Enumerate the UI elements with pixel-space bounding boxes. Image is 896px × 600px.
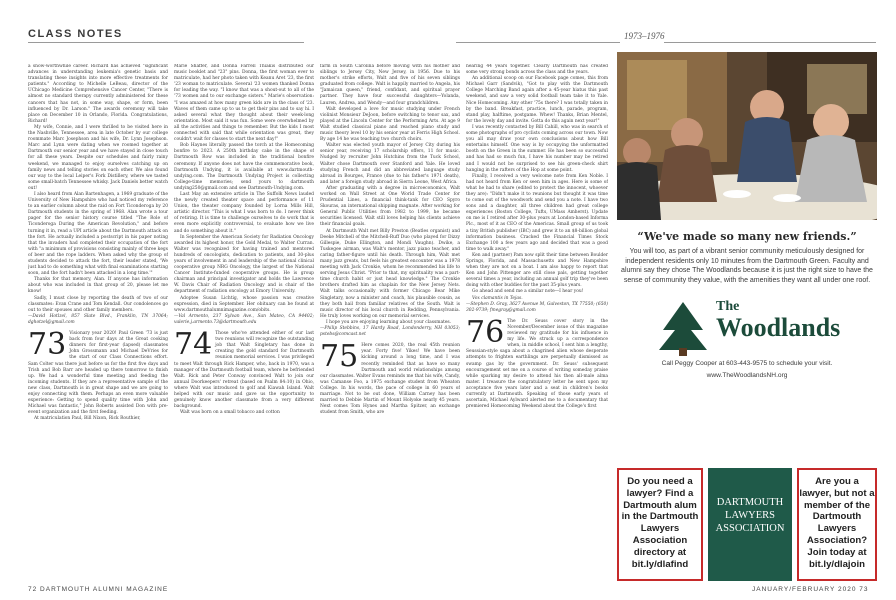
- footer-right: JANUARY/FEBRUARY 2020 73: [752, 586, 869, 593]
- paragraph: After graduating with a degree in microeconomics, Walt worked on Wall Street at One World Trade Center for Prudential Lines, a financial think-tank for CEO Spyro Skouras, an international shipping magnate. After working for General Public Utilities from 1982 to 1999, he became securities licensed. Walt still loves helping his clients achieve their financial goals.: [320, 185, 460, 228]
- ad-website[interactable]: www.TheWoodlandsNH.org: [706, 372, 788, 379]
- paragraph: Vox clamantis in Tejas.: [472, 295, 523, 301]
- class-years: 1973–1976: [624, 31, 665, 41]
- correspondent-signature: —Philip Stebbins, 17 Hardy Road, Londonderry, NH 03053; pstebs@comcast.net: [320, 326, 460, 338]
- paragraph: Thanks for that memory, Alan. If anyone has information about who was included in that group of 20, please let me know!: [28, 277, 168, 295]
- correspondent-signature: —Stephen D. Gray, 3627 Avenue M, Galveston, TX 77550; (650) 302-9739; fmegray@gmail.com: [466, 301, 608, 313]
- column-2: [174, 64, 314, 594]
- paragraph: Walt was born on a small tobacco and cotton: [180, 410, 280, 416]
- header-rule-far-right: [664, 42, 876, 43]
- woodlands-tree-icon: [655, 300, 711, 356]
- correspondent-signature: —Val Armento, 237 Sylvan Ave., San Mateo, CA 94402; valerie.j.armento.73@dartmouth.edu: [174, 313, 314, 325]
- dla-find-text: Do you need a lawyer? Find a Dartmouth alum in the Dartmouth Lawyers Association directory at bit.ly/dlafind: [621, 476, 699, 570]
- paragraph: Bob Haynes literally passed the torch at the Homecoming bonfire to 2023. A 250th birthday cake in the shape of Dartmouth Row was included in the traditional bonfire ceremony. If anyone does not have the commemorative book, Dartmouth Undying, it is available at www.dartmouth-undying.com. The Dartmouth Undying Project is collecting College-time memories; send yours to dartmouth undying250@gmail.com and see Dartmouth-Undying.com.: [174, 143, 314, 191]
- ad-photo-friends-dining: [617, 52, 877, 220]
- dla-logo-box: [708, 468, 792, 581]
- ad-body-text: You will too, as part of a vibrant senior community meticulously designed for independent residents only 10 minutes from the Dartmouth Green. Faculty and alumni say they chose The Woodlands because it is just the right size to have the sense of community they value, with the amenities they want all under one roof.: [621, 248, 873, 284]
- class-entry-74: 74 Those who've attended either of our last two reunions will recognize the outstanding job that Walt Singletary has done in creating the gold standard for Dartmouth reunion memorial services. I was privileged to meet Walt through Rick Hamper, who, back in 1970, was a manager of the Dartmouth football team, where he befriended Walt. Rick and Peter Conway convinced Walt to join our annual Doorkeepers' retreat (based on Psalm 84:10) in Ohio, where Walt was introduced to golf and Kiawah Island. Walt helped with our music and gave us the opportunity to genuinely know another classmate from a very different background.: [174, 327, 314, 410]
- column-4: [466, 64, 608, 594]
- paragraph: At Dartmouth Walt met Billy Preston (Beatles organist) and Deeke Mitchell of the Mitchell-Ruff Duo (who played for Dizzy Gillespie, Duke Ellington, and Mondi Vaughn). Dwike, a Tuskegee airman, was Walt's mentor, jazz piano teacher, and caring father-figure until his death. Through him, Walt met many jazz greats, but feels his greatest encounter was a 1978 meeting with Jack Cronkie, whom he recommended his life to serving Jesus Christ. "Prior to that, my spirituality was a part-time church habit or just head knowledge." The Cronkie brothers drafted him as chaplain for the New Jersey Nets. Walt talks occasionally with former Chicago Bear Mike Singletary, now a minister and coach, his plausible cousin, as they both hail from familiar relatives of the South. Walt is music director of his local church in Redding, Pennsylvania. He truly loves working on our memorial services.: [320, 228, 460, 319]
- paragraph: An additional scoop on our Facebook page comes, this from Michael Garr (Sandvik), "Got to play with the Dartmouth College Marching Band again after a 45-year hiatus this past weekend, and saw a very solid football team take it to Yale. Nice Homecoming. Any other '75s there? I was totally taken in by the band. Breakfast, practice, lunch, parade, program, stand play, halftime, postgame. Whew! Thanks, Brian Mentel, for the lovely day and invite. Gotta do this again next year!": [466, 76, 608, 124]
- paragraph: At matriculation Paul, Bill Nixon, Rick Routhier,: [34, 416, 141, 422]
- paragraph: I was recently contacted by Bill Cahill, who was in search of some photographs of pro cyclists coming across our town. Now you all may draw your own conclusions about how Bill entertains himself. One way is by occupying the unformatted booth on the Green in the summer. He has been so successful and has had so much fun, I have his number may be retired and I would not be surprised to see his green-check shirt hanging in the rafters of the Hop at some point.: [466, 124, 608, 173]
- paragraph: I hope you are enjoying learning about your classmates.: [326, 319, 452, 325]
- class-year-number: 74: [174, 327, 213, 363]
- paragraph: Adoptee Susan Lichtig, whose passion was creative expression, died in September. Her obituary can be found at www.dartmouthalumnimagazine.com/obits.: [174, 295, 314, 313]
- photo-illustration: [617, 52, 877, 220]
- dla-join-ad[interactable]: [797, 468, 877, 581]
- class-entry-75: 75 Here comes 2020, the real 45th reunion year. Forty five! Yikes! We have been kicking around a long time, and I was recently reminded that as have so many Dartmouth and world relationships among our classmates. Walter Evans reminds me that his wife, Candy, was Camanse Foo, a 1975 exchange student from Wheaton College. In his words, the pace of college in 60 years of marriage. Not to be out done, William Carney has been married to Debbie Martin of Mount Holyoke nearly 45 years. Next comes Tom Hynes and Martha Spitzer, an exchange student from Smith, who are: [320, 339, 460, 416]
- paragraph: In September the American Society for Radiation Oncology awarded its highest honor, the Gold Medal, to Walter Curran. Walter was recognized for having trained and mentored hundreds of oncologists, dedication to patients, and 30-plus years of involvement in and leadership of the national clinical cooperative group NRG Oncology, the largest of the National Cancer Institute-funded cooperative groups. He is group chairman and principal investigator and holds the Lawrence W. Davis Chair of Radiation Oncology and is chair of the department of radiation oncology at Emory University.: [174, 234, 314, 295]
- paragraph: Walter was elected youth mayor of Jersey City during his senior year, receiving 17 scholarship offers, 11 for music. Nudged by recruiter John Hutchins from the Tuck School, Walter chose Dartmouth over Stanford and Yale. He loved studying French and did an abbreviated language study abroad in Bourges, France (due to his father's 1971 death), and later a foreign study abroad in Sierra Leone, West Africa.: [320, 143, 460, 185]
- paragraph: My wife, Connie, and I were thrilled to be visited here in the Nashville, Tennessee, area in late October by our college roommate Marc Josephson and his wife, Dr. Lynn Josephson. Marc and Lynn were dating when we roomed together at Dartmouth our senior year and we have stayed in close touch for all these years. Despite our schedules and fairly rainy weekend, we managed to enjoy ourselves catching up on family news and telling stories on each other. We also found our way to the local Leiper's Fork Distillery, where we tasted some small-batch Tennessee whisky. Jack Daniels better watch out!: [28, 124, 168, 191]
- paragraph: a snow-worthwhile career. Richard has achieved "significant advances in understanding leukemia's genetic basis and translating these insights into more effective treatments for patients." According to Michelle LeBeau, director of the UChicago Medicine Comprehensive Cancer Center, "There is almost no standard therapy currently administered for these cancers that has not, in some way, shape, or form, been influenced by Dr. Larson." The awards ceremony will take place on December 10 in Orlando, Florida. Congratulations, Richard!: [28, 64, 168, 124]
- paragraph: farm in South Carolina before moving with his mother and siblings to Jersey City, New Jersey, in 1956. Due to his mother's strike efforts, Walt and five of his seven siblings graduated from college. Walt is happily married to Angela, his "Jamaican queen," friend, confidant, and spiritual prayer partner. They have four successful daughters—Yolanda, Lauren, Andrea, and Wendy—and four grandchildren.: [320, 64, 460, 106]
- paragraph: I also heard from Alan Bartenhagen, a 1969 graduate of the University of New Hampshire who had noticed my reference to an earlier column about the raid on Fort Ticonderoga by 20 Dartmouth students in the spring of 1968. Alan wrote a tour pager for the senior history course titled "The Role of Ticonderoga During the American Revolution," and before turning it in, read a UPI article about the Dartmouth attack on the fort. He actually included a postscript in his paper noting that the invaders had completed their occupation of the fort with "a minimum of provisions consisting mainly of three kegs of beer and the rope ladders. When asked why the group of students decided to attack the fort, their leader stated, 'We just had to do something what with final examinations starting soon, and the fort hadn't been attacked in a long time.'": [28, 191, 168, 277]
- paragraph: Last May an extensive article in The Suffolk News lauded the newly created theater space and performance of 11 Union, the theater company founded by Lorna Mills Hill, artistic director. "This is what I was born to do. I never think of retiring. It is time to challenge ourselves to do work that is even more explicitly controversial, to evaluate how we live and do something about it.": [174, 191, 314, 234]
- header-rule-left: [28, 42, 304, 43]
- column-3: [320, 64, 460, 594]
- footer-left: 72 DARTMOUTH ALUMNI MAGAZINE: [28, 586, 169, 593]
- ad-phone-line: Call Peggy Cooper at 603-443-9575 to schedule your visit.: [661, 360, 833, 367]
- class-year-number: 76: [466, 314, 505, 350]
- paragraph: Walt developed a love for music studying under French violinist Monsieur DeJoon, before switching to tenor sax, and played at the Lincoln Center for the Performing Arts. At age 9 Walt studied classical piano and reached piano study and music theory level 10 by his senior year at Ferris High School. By age 14 he was teaching two church choirs.: [320, 106, 460, 143]
- header-rule-right: [456, 42, 620, 43]
- class-entry-73: 73 Visionary year 2020! Paul Green '73 is just back from four days at the Great cooking dinners for first-year (lapsed) classmates John Grossmann and Michael DeVries for the start of our Class Connections effort. Sam Colter was there just before us for the first five days and Trish and Bob Barr are headed up there tomorrow to finish up. We had a wonderful time meeting and feeding the incoming students. If they are a representative sample of the new class, Dartmouth is in great shape and we are going to enjoy connecting with them. Perhaps an even more valuable experience: Getting to spend quality time with John and Michael was fantastic," John Roberts assisted Don with pre-event organization and the first feeding.: [28, 327, 168, 416]
- paragraph: Marie Shaffer, and Donna Farrell Thiakis distributed our music booklet and "23" pins. Donna, the first woman ever to matriculate, had her photo taken with Keanu Aret '23, the first '23 woman to matriculate. Several '23 women thanked Donna for leading the way. "I know that was a shout-out to all of the '73 women and to our exchange sisters." Marie's observation: "I was amazed at how many green kids are in the class of '23. Waves of them came up to us to get their pins and to say hi. I asked several what they thought about their week-long orientation. Most said it was fun. Some were overwhelmed by all the activities and things to remember. But the kids I most connected with said that while orientation was great, they couldn't wait for classes to start the next day!": [174, 64, 314, 143]
- ad-contact: [617, 358, 877, 382]
- paragraph: nearing 44 years together. Clearly Dartmouth has created some very strong bonds across the class and the years.: [466, 64, 608, 76]
- dla-join-text: Are you a lawyer, but not a member of the Dartmouth Lawyers Association? Join today at bit.ly/dlajoin: [799, 476, 875, 570]
- column-1: [28, 64, 168, 594]
- class-entry-76: 76 The Dr. Seuss cover story in the November/December issue of this magazine reviewed my gratitude for his influence in my life. We struck up a correspondence when, in middle school, I sent him a lengthy, Seussian-style saga about a chagrined alien whose desperate attempts to frighten earthlings are perpetually dismissed as swamp gas by the government. Dr. Seuss' subsequent encouragement set me on a course of writing someday praise while sparking my desire to attend his then all-male alma mater. I treasure the congratulatory letter he sent upon my acceptance five years later and a seat in children's books currently at Dartmouth. Speaking of those early years of ascertain, Michael Aylward alerted me to a documentary that premiered Homecoming Weekend about the College's first: [466, 314, 608, 410]
- dla-find-ad[interactable]: [617, 468, 703, 581]
- paragraph: Ken and (partner) Pam now split their time between Boulder Springs, Florida, and Massachusetts and New Hampshire when they are not on a boat. I am also happy to report that Ken and John Pittenger are still close pals, getting together several times a year, including an annual golf trip they've been doing with other buddies for the past 35-plus years.: [466, 252, 608, 289]
- paragraph: Finally, I received a very welcome note from Ken Noble. I had not heard from Ken or seen him in ages. Here is some of what he had to share (edited to protect the innocent, whoever they are): "Didn't make it to reunions but thought it was time to come out of the woodwork and send you a note. I have two sons and a daughter, all three children had great college experiences (Boston College, Tufts, UMass Amherst). Update on me is I retired after 30-plus years at London-based Informa Plc., most of it as CEO of the Americas. Small group of us took a tiny British publisher (IBC) and grew it to an $8-billion global information business. Cracked the Financial Times Stock Exchange 100 a few years ago and decided that was a good time to walk away.": [466, 173, 608, 252]
- class-year-number: 73: [28, 327, 67, 363]
- paragraph: Go ahead and send me a similar note—I hear you!: [472, 289, 584, 295]
- dla-logo-text: DARTMOUTH LAWYERS ASSOCIATION: [715, 497, 785, 534]
- ad-quote: “We've made so many new friends.”: [637, 230, 857, 243]
- class-year-number: 75: [320, 339, 359, 375]
- woodlands-logo-the: The: [716, 299, 740, 314]
- woodlands-logo-name: Woodlands: [716, 313, 841, 342]
- section-title: CLASS NOTES: [28, 28, 123, 40]
- paragraph: Sadly, I must close by reporting the death of two of our classmates: Evan Crane and Tom Kendall. Our condolences go out to their spouses and other family members.: [28, 295, 168, 313]
- correspondent-signature: —David Hotlzel, 857 Slate Blvd., Franklin, TN 37064; dghotzel@gmail.com: [28, 313, 168, 325]
